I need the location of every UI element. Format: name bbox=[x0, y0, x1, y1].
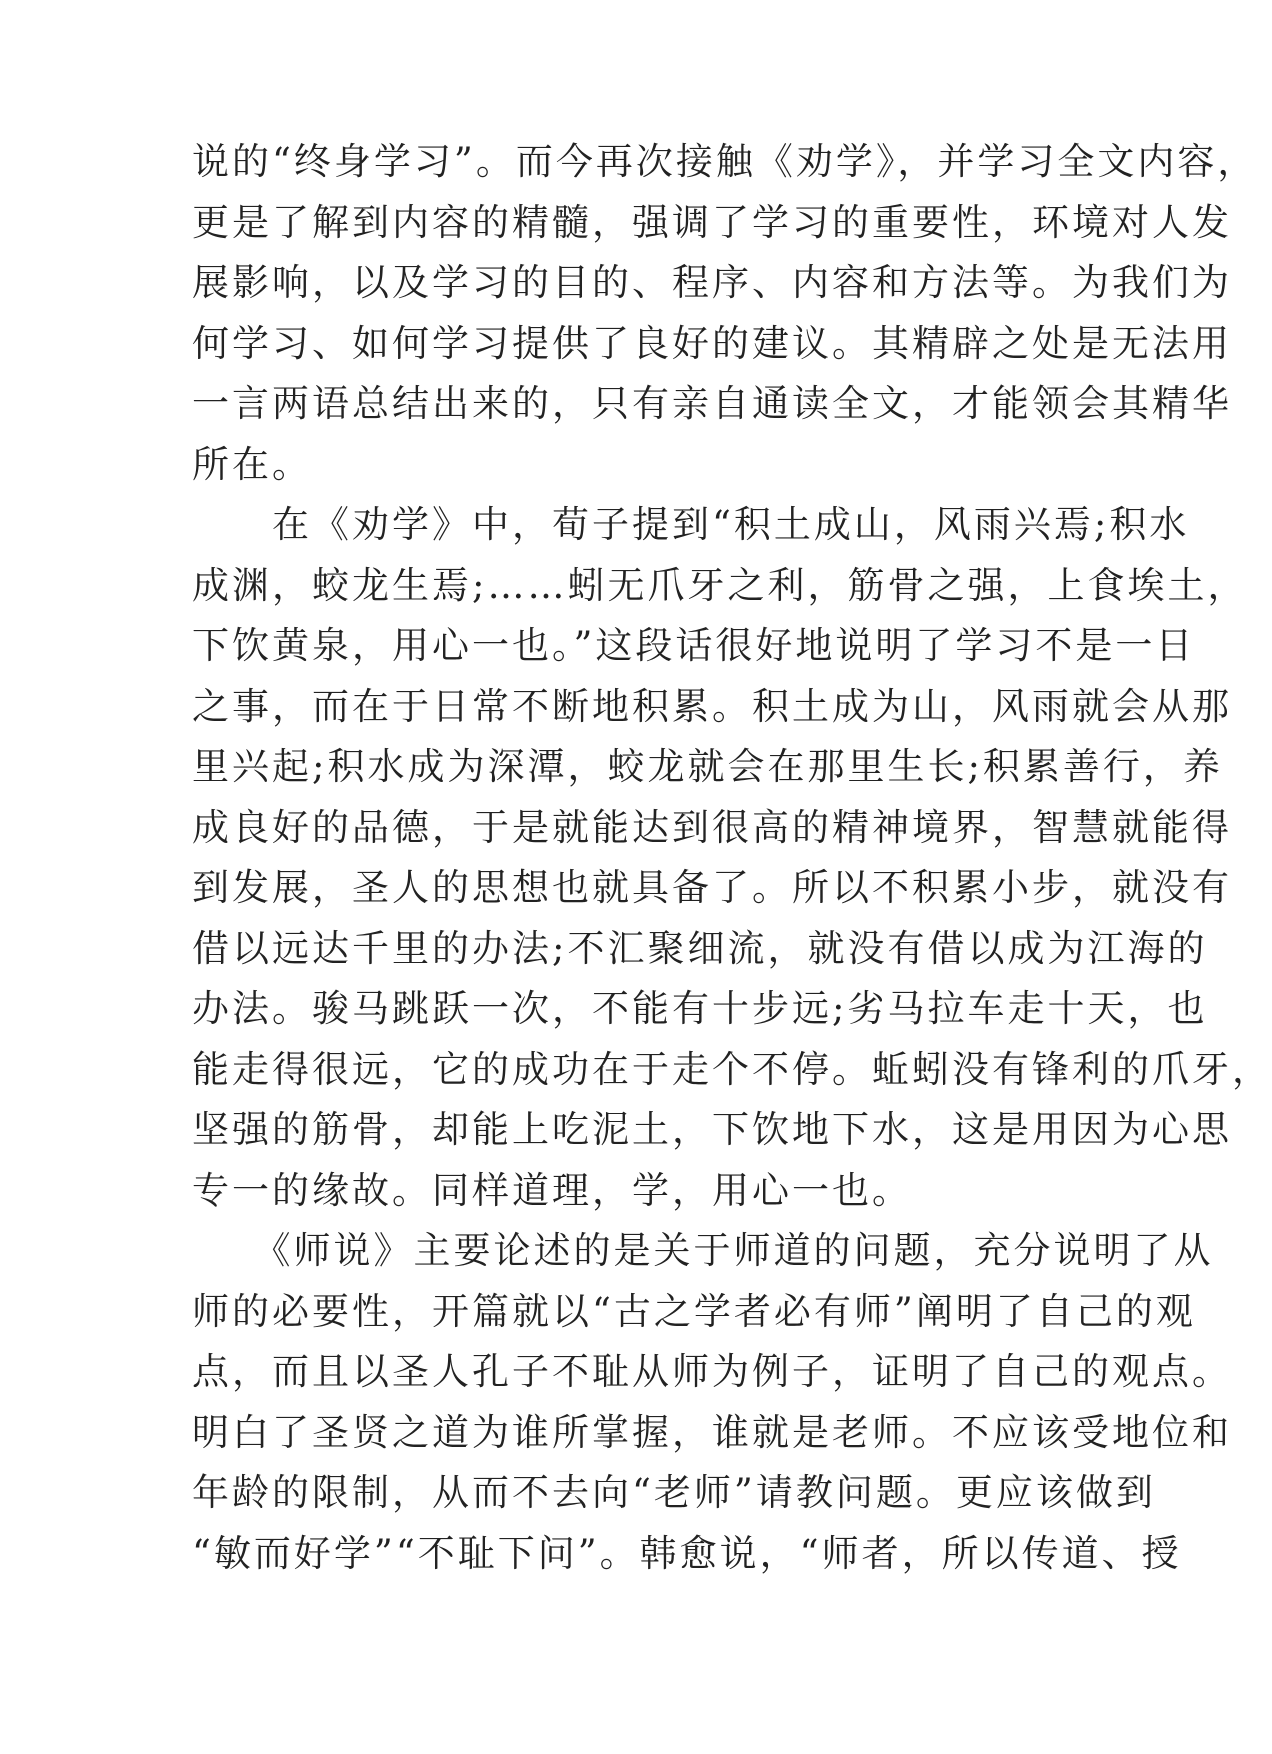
text-line: 明白了圣贤之道为谁所掌握，谁就是老师。不应该受地位和 bbox=[192, 1410, 1232, 1454]
text-line: 下饮黄泉，用心一也。”这段话很好地说明了学习不是一日 bbox=[192, 624, 1196, 667]
text-line: 年龄的限制，从而不去向“老师”请教问题。更应该做到 bbox=[192, 1471, 1156, 1514]
text-line: 借以远达千里的办法;不汇聚细流，就没有借以成为江海的 bbox=[192, 926, 1208, 970]
body-text bbox=[192, 132, 1272, 1584]
text-line: 办法。骏马跳跃一次，不能有十步远;劣马拉车走十天，也 bbox=[192, 987, 1208, 1030]
text-line: 展影响，以及学习的目的、程序、内容和方法等。为我们为 bbox=[192, 261, 1232, 304]
text-line: 《师说》主要论述的是关于师道的问题，充分说明了从 bbox=[192, 1229, 1214, 1272]
text-line: 点，而且以圣人孔子不耻从师为例子，证明了自己的观点。 bbox=[192, 1350, 1232, 1393]
text-line: 在《劝学》中，荀子提到“积土成山，风雨兴焉;积水 bbox=[192, 503, 1190, 546]
text-line: 能走得很远，它的成功在于走个不停。蚯蚓没有锋利的爪牙， bbox=[192, 1047, 1272, 1091]
text-line: 师的必要性，开篇就以“古之学者必有师”阐明了自己的观 bbox=[192, 1289, 1196, 1333]
text-line: 成渊，蛟龙生焉;……蚓无爪牙之利，筋骨之强，上食埃土， bbox=[192, 563, 1248, 607]
text-line: 一言两语总结出来的，只有亲自通读全文，才能领会其精华 bbox=[192, 382, 1232, 425]
text-line: 所在。 bbox=[192, 442, 312, 486]
text-line: 说的“终身学习”。而今再次接触《劝学》，并学习全文内容， bbox=[192, 140, 1258, 183]
text-line: 里兴起;积水成为深潭，蛟龙就会在那里生长;积累善行，养 bbox=[192, 745, 1223, 788]
text-line: 到发展，圣人的思想也就具备了。所以不积累小步，就没有 bbox=[192, 866, 1232, 909]
text-line: 之事，而在于日常不断地积累。积土成为山，风雨就会从那 bbox=[192, 684, 1232, 728]
text-line: 成良好的品德，于是就能达到很高的精神境界，智慧就能得 bbox=[192, 805, 1232, 849]
text-line: 更是了解到内容的精髓，强调了学习的重要性，环境对人发 bbox=[192, 200, 1232, 244]
text-line: 何学习、如何学习提供了良好的建议。其精辟之处是无法用 bbox=[192, 321, 1232, 365]
text-line: 坚强的筋骨，却能上吃泥土，下饮地下水，这是用因为心思 bbox=[192, 1108, 1232, 1151]
text-line: “敏而好学”“不耻下问”。韩愈说，“师者，所以传道、授 bbox=[192, 1531, 1182, 1575]
text-line: 专一的缘故。同样道理，学，用心一也。 bbox=[192, 1168, 912, 1212]
